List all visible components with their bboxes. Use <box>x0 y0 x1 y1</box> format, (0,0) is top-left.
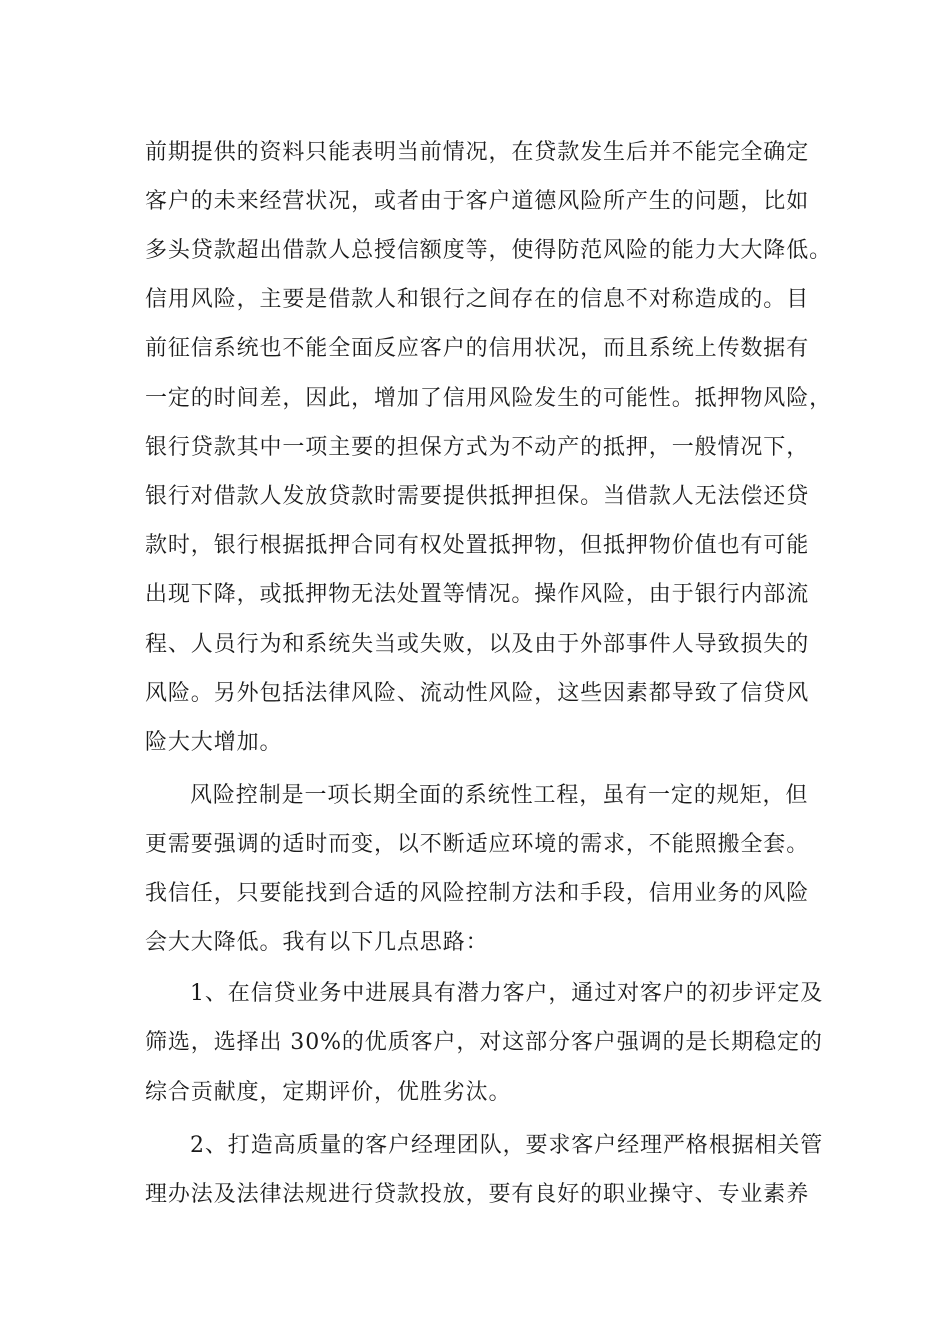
text-line: 风险。另外包括法律风险、流动性风险，这些因素都导致了信贷风 <box>145 681 810 706</box>
text-line: 款时，银行根据抵押合同有权处置抵押物，但抵押物价值也有可能 <box>145 533 810 558</box>
text-line: 前期提供的资料只能表明当前情况，在贷款发生后并不能完全确定 <box>145 140 810 165</box>
text-line: 我信任，只要能找到合适的风险控制方法和手段，信用业务的风险 <box>145 881 810 906</box>
text-line: 出现下降，或抵押物无法处置等情况。操作风险，由于银行内部流 <box>145 582 810 607</box>
text-line: 信用风险，主要是借款人和银行之间存在的信息不对称造成的。目 <box>145 287 810 312</box>
text-line: 会大大降低。我有以下几点思路： <box>145 930 489 955</box>
text-line: 险大大增加。 <box>145 730 283 755</box>
text-line: 筛选，选择出 30%的优质客户，对这部分客户强调的是长期稳定的 <box>145 1030 823 1055</box>
text-line: 理办法及法律法规进行贷款投放，要有良好的职业操守、专业素养 <box>145 1182 810 1207</box>
text-line: 多头贷款超出借款人总授信额度等，使得防范风险的能力大大降低。 <box>145 238 833 263</box>
text-line: 更需要强调的适时而变，以不断适应环境的需求，不能照搬全套。 <box>145 832 810 857</box>
list-item-first-line: 1、在信贷业务中进展具有潜力客户，通过对客户的初步评定及 <box>190 981 824 1006</box>
list-item-first-line: 2、打造高质量的客户经理团队，要求客户经理严格根据相关管 <box>190 1133 824 1158</box>
paragraph-first-line: 风险控制是一项长期全面的系统性工程，虽有一定的规矩，但 <box>190 783 809 808</box>
text-line: 银行贷款其中一项主要的担保方式为不动产的抵押，一般情况下， <box>145 435 810 460</box>
text-line: 程、人员行为和系统失当或失败，以及由于外部事件人导致损失的 <box>145 632 810 657</box>
text-line: 一定的时间差，因此，增加了信用风险发生的可能性。抵押物风险， <box>145 386 833 411</box>
text-line: 综合贡献度，定期评价，优胜劣汰。 <box>145 1080 512 1105</box>
text-line: 客户的未来经营状况，或者由于客户道德风险所产生的问题，比如 <box>145 189 810 214</box>
text-line: 银行对借款人发放贷款时需要提供抵押担保。当借款人无法偿还贷 <box>145 484 810 509</box>
text-line: 前征信系统也不能全面反应客户的信用状况，而且系统上传数据有 <box>145 336 810 361</box>
